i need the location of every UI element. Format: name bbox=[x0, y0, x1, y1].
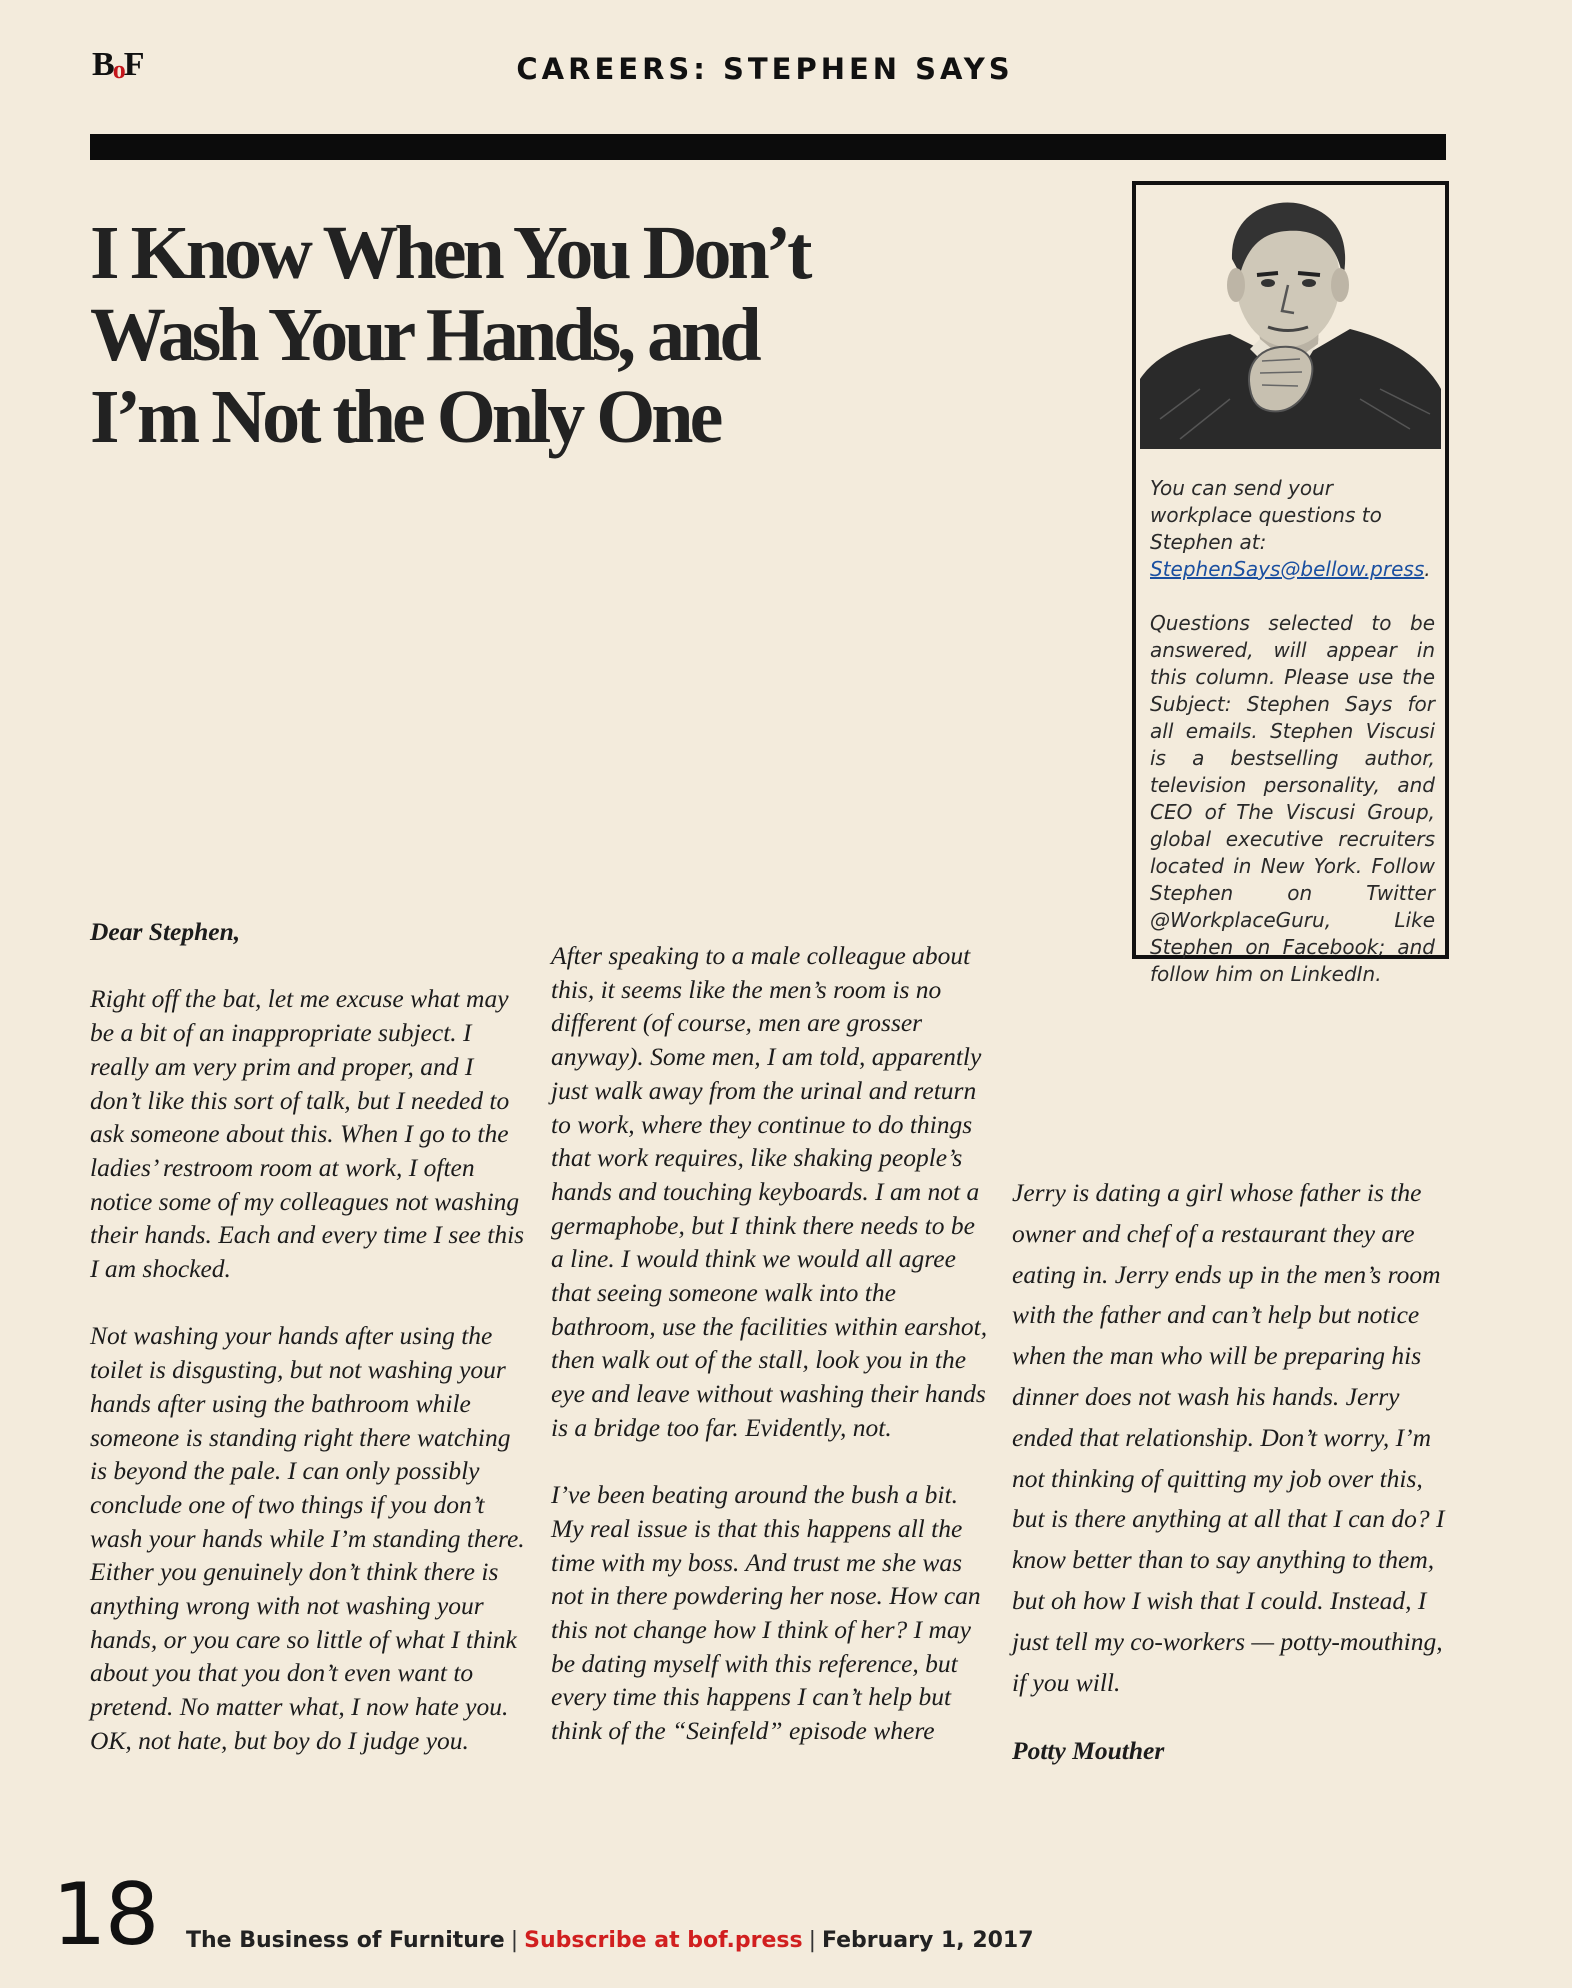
article-headline: I Know When You Don’t Wash Your Hands, and I’m Not the Only One bbox=[90, 211, 809, 459]
email-link[interactable]: StephenSays@bellow.press bbox=[1150, 557, 1425, 581]
article-column-3 bbox=[1012, 1173, 1452, 1800]
logo-letter-o: o bbox=[112, 55, 124, 84]
logo-letter-b: B bbox=[92, 46, 113, 83]
portrait-illustration bbox=[1140, 189, 1441, 449]
article-column-1 bbox=[90, 915, 530, 1791]
logo-letter-f: F bbox=[123, 46, 143, 83]
author-bio bbox=[1150, 475, 1435, 1015]
letter-paragraph: Right off the bat, let me excuse what may be a bit of an inappropriate subject. I really am very prim and proper, and I don’t like this sort of talk, but I needed to ask someone about this. When I go to the ladies’ restroom room at work, I often notice some of my colleagues not washing their hands. Each and every time I see this I am shocked. bbox=[90, 984, 525, 1284]
article-column-2 bbox=[551, 939, 991, 1782]
page-footer bbox=[186, 1928, 1034, 1953]
issue-date: February 1, 2017 bbox=[821, 1928, 1034, 1953]
contact-line: You can send your workplace questions to Stephen at: bbox=[1150, 476, 1382, 554]
letter-paragraph: After speaking to a male colleague about this, it seems like the men’s room is no different (of course, men are grosser anyway). Some men, I am told, apparently just walk away from the urinal and return to work, where they continue to do things that work requires, like shaking people’s hands and touching keyboards. I am not a germaphobe, but I think there needs to be a line. I would think we would all agree that seeing someone walk into the bathroom, use the facilities within earshot, then walk out of the stall, look you in the eye and leave without washing their hands is a bridge too far. Evidently, not. bbox=[551, 941, 988, 1442]
letter-salutation: Dear Stephen, bbox=[90, 917, 241, 946]
section-title: CAREERS: STEPHEN SAYS bbox=[516, 52, 1014, 86]
letter-paragraph: I’ve been beating around the bush a bit. My real issue is that this happens all the time with my boss. And trust me she was not in there powdering her nose. How can this not change how I think of her? I may be dating myself with this reference, but every time this happens I can’t help but think of the “Seinfeld” episode where bbox=[551, 1480, 981, 1746]
author-portrait bbox=[1140, 189, 1441, 449]
author-profile-box bbox=[1132, 181, 1449, 986]
letter-signoff: Potty Mouther bbox=[1012, 1736, 1165, 1766]
letter-paragraph: Not washing your hands after using the toilet is disgusting, but not washing your hands after using the bathroom while someone is standing right there watching is beyond the pale. I can only possibly conclude one of two things if you don’t wash your hands while I’m standing there. Either you genuinely don’t think there is anything wrong with not washing your hands, or you care so little of what I think about you that you don’t even want to pretend. No matter what, I now hate you. OK, not hate, but boy do I judge you. bbox=[90, 1321, 525, 1755]
bio-paragraph: Questions selected to be answered, will appear in this column. Please use the Subject: Stephen Says for all emails. Stephen Viscusi is a bestselling author, television personality, and CEO of The Viscusi Group, global executive recruiters located in New York. Follow Stephen on Twitter @WorkplaceGuru, Like Stephen on Facebook; and follow him on LinkedIn. bbox=[1150, 611, 1435, 986]
footer-separator: | bbox=[510, 1928, 519, 1953]
email-suffix: . bbox=[1424, 557, 1431, 581]
header-rule bbox=[90, 134, 1446, 160]
letter-paragraph: Jerry is dating a girl whose father is the owner and chef of a restaurant they are eating in. Jerry ends up in the men’s room with the father and can’t help but notice when the man who will be preparing his dinner does not wash his hands. Jerry ended that relationship. Don’t worry, I’m not thinking of quitting my job over this, but is there anything at all that I can do? I know better than to say anything to them, but oh how I wish that I could. Instead, I just tell my co-workers — potty-mouthing, if you will. bbox=[1012, 1178, 1445, 1697]
subscribe-link[interactable]: Subscribe at bof.press bbox=[524, 1928, 803, 1953]
publication-name: The Business of Furniture bbox=[186, 1928, 505, 1953]
page-number: 18 bbox=[52, 1865, 158, 1965]
contact-paragraph bbox=[1150, 475, 1435, 583]
footer-separator: | bbox=[808, 1928, 816, 1953]
